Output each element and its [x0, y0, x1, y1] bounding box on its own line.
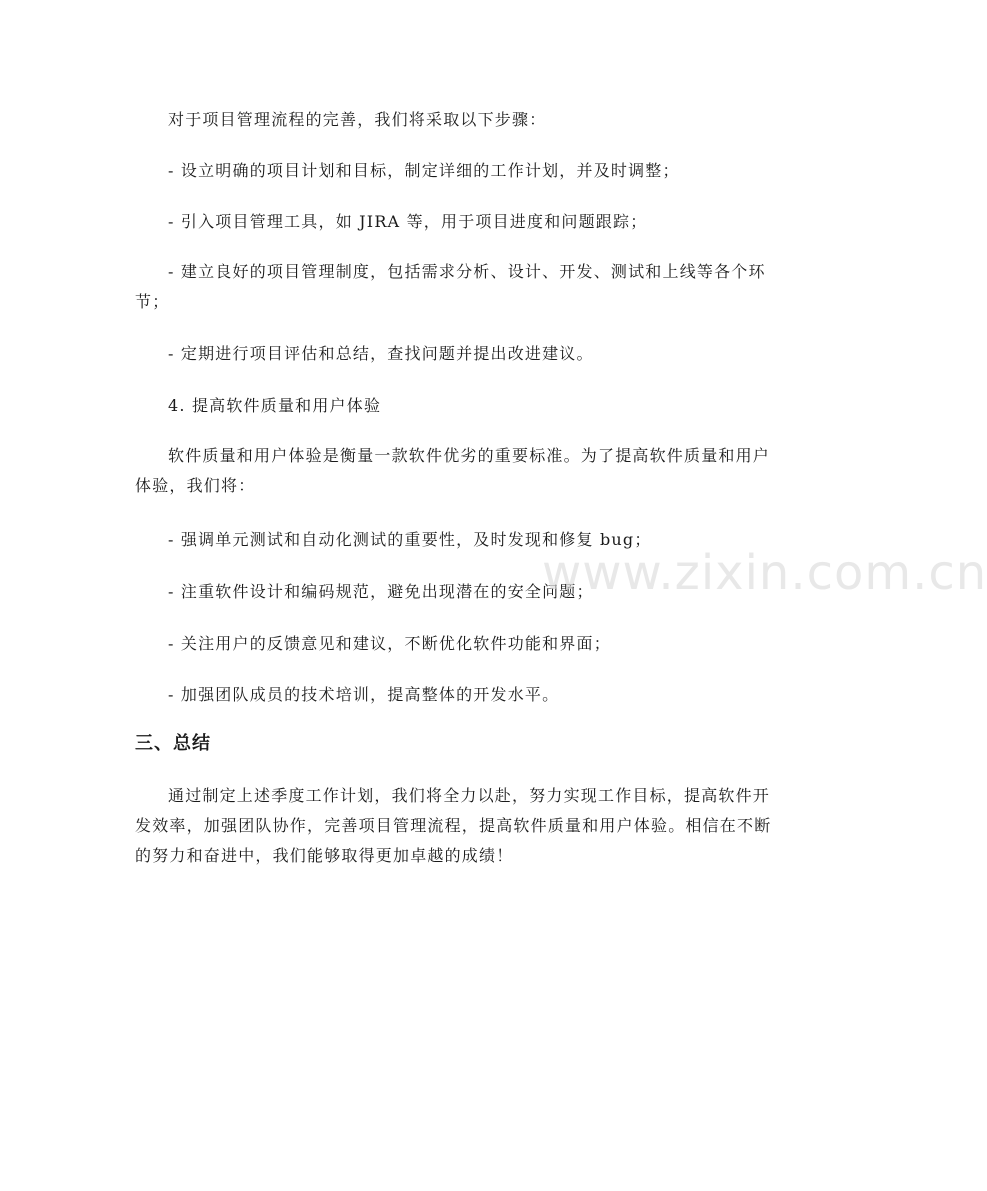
paragraph-intro: 对于项目管理流程的完善，我们将采取以下步骤：	[168, 110, 547, 129]
list-item-plan: - 设立明确的项目计划和目标，制定详细的工作计划，并及时调整；	[168, 161, 680, 180]
list-item-standards: - 注重软件设计和编码规范，避免出现潜在的安全问题；	[168, 582, 594, 601]
paragraph-quality: 软件质量和用户体验是衡量一款软件优劣的重要标准。为了提高软件质量和用户体验，我们将：	[135, 446, 771, 495]
list-item-training: - 加强团队成员的技术培训，提高整体的开发水平。	[168, 685, 560, 704]
list-item-testing: - 强调单元测试和自动化测试的重要性，及时发现和修复 bug；	[168, 530, 652, 549]
list-item-system: - 建立良好的项目管理制度，包括需求分析、设计、开发、测试和上线等各个环节；	[135, 262, 766, 311]
watermark-text: www.zixin.com.cn	[542, 545, 987, 601]
section-heading-summary: 三、总结	[135, 733, 211, 754]
list-item-feedback: - 关注用户的反馈意见和建议，不断优化软件功能和界面；	[168, 634, 611, 653]
list-item-review: - 定期进行项目评估和总结，查找问题并提出改进建议。	[168, 344, 594, 363]
paragraph-conclusion: 通过制定上述季度工作计划，我们将全力以赴，努力实现工作目标，提高软件开发效率，加强团队协作，完善项目管理流程，提高软件质量和用户体验。相信在不断的努力和奋进中，我们能够取得更加卓越的成绩！	[135, 786, 772, 865]
subheading-quality: 4. 提高软件质量和用户体验	[168, 396, 382, 415]
list-item-tools: - 引入项目管理工具，如 JIRA 等，用于项目进度和问题跟踪；	[168, 212, 648, 231]
